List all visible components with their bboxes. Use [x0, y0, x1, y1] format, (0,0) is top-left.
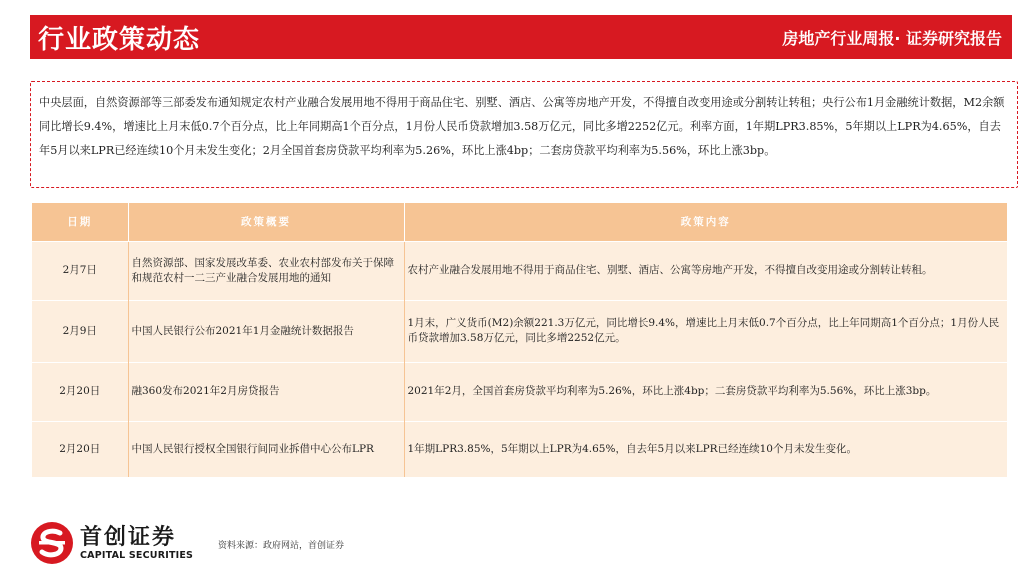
logo-english-name: CAPITAL SECURITIES [80, 549, 194, 561]
page-header [30, 15, 1012, 59]
report-subtitle: 房地产行业周报· 证券研究报告 [782, 28, 1002, 48]
row-content: 农村产业融合发展用地不得用于商品住宅、别墅、酒店、公寓等房地产开发，不得擅自改变用途或分割转让转租。 [404, 241, 1007, 300]
row-summary: 中国人民银行公布2021年1月金融统计数据报告 [128, 300, 404, 362]
row-content: 1月末，广义货币(M2)余额221.3万亿元，同比增长9.4%，增速比上月末低0.7个百分点，比上年同期高1个百分点；1月份人民币贷款增加3.58万亿元，同比多增2252亿元。 [404, 300, 1007, 362]
page-title: 行业政策动态 [38, 24, 201, 55]
row-content: 1年期LPR3.85%，5年期以上LPR为4.65%，自去年5月以来LPR已经连续10个月未发生变化。 [404, 421, 1007, 477]
policy-table [32, 203, 1007, 477]
row-summary: 融360发布2021年2月房贷报告 [128, 362, 404, 421]
row-date: 2月20日 [32, 362, 128, 421]
column-header-date: 日期 [32, 203, 128, 241]
table-row [32, 362, 1007, 421]
row-date: 2月20日 [32, 421, 128, 477]
table-row [32, 241, 1007, 300]
table-header-row [32, 203, 1007, 241]
column-header-summary: 政策概要 [128, 203, 404, 241]
row-summary: 自然资源部、国家发展改革委、农业农村部发布关于保障和规范农村一二三产业融合发展用地的通知 [128, 241, 404, 300]
capital-securities-logo-icon [30, 521, 74, 565]
row-content: 2021年2月，全国首套房贷款平均利率为5.26%，环比上涨4bp；二套房贷款平均利率为5.56%，环比上涨3bp。 [404, 362, 1007, 421]
row-date: 2月7日 [32, 241, 128, 300]
table-row [32, 421, 1007, 477]
column-header-content: 政策内容 [404, 203, 1007, 241]
source-note: 资料来源：政府网站，首创证券 [218, 541, 345, 551]
row-date: 2月9日 [32, 300, 128, 362]
logo-chinese-name: 首创证券 [80, 524, 177, 550]
summary-text: 中央层面，自然资源部等三部委发布通知规定农村产业融合发展用地不得用于商品住宅、别墅、酒店、公寓等房地产开发，不得擅自改变用途或分割转让转租；央行公布1月金融统计数据，M2余额同比增长9.4%，增速比上月末低0.7个百分点，比上年同期高1个百分点，1月份人民币贷款增加3.58万亿元，同比多增2252亿元。利率方面，1年期LPR3.85%，5年期以上LPR为4.65%，自去年5月以来LPR已经连续10个月未发生变化；2月全国首套房贷款平均利率为5.26%，环比上涨4bp；二套房贷款平均利率为5.56%，环比上涨3bp。 [39, 96, 1005, 157]
table-row [32, 300, 1007, 362]
company-logo [30, 518, 215, 568]
row-summary: 中国人民银行授权全国银行间同业拆借中心公布LPR [128, 421, 404, 477]
summary-box [30, 81, 1018, 188]
